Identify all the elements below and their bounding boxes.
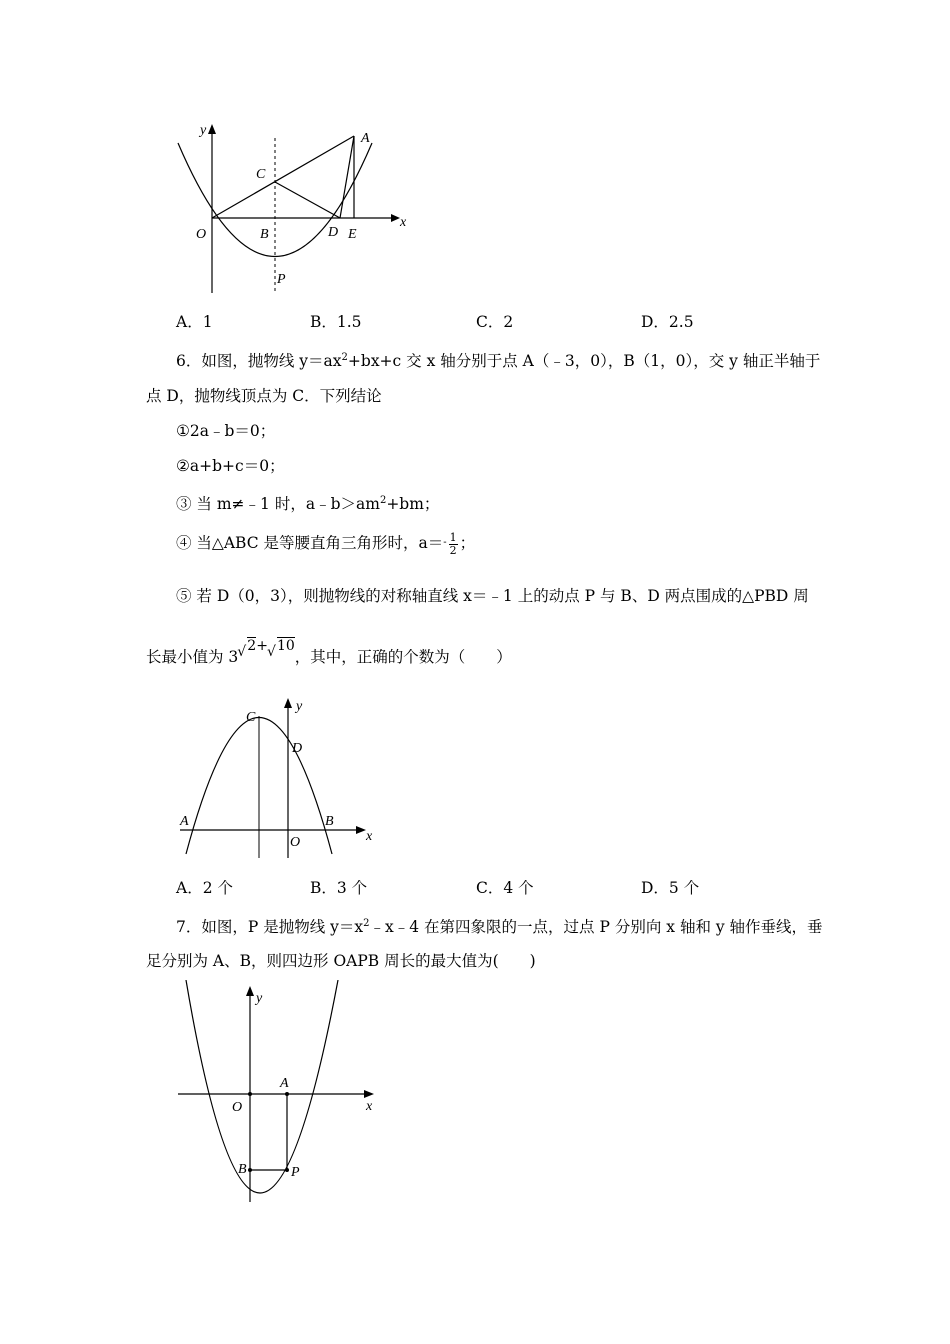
q6-option-a: A．2 个 <box>176 879 233 897</box>
fraction-one-half <box>449 532 458 557</box>
figure-3 <box>170 980 390 1206</box>
q6-line-1-post: +bx+c 交 x 轴分别于点 A（﹣3，0），B（1，0），交 y 轴正半轴于 <box>347 352 821 371</box>
q6-option-c: C．4 个 <box>476 879 534 897</box>
q6-line-1-sup: 2 <box>341 352 348 363</box>
fraction-numerator: 1 <box>449 530 457 544</box>
q5-option-d: D．2.5 <box>641 313 694 331</box>
q6-statement-4-post: ； <box>459 534 476 552</box>
fig2-label-C: C <box>246 710 256 725</box>
figure-1 <box>170 118 420 298</box>
fig1-label-P: P <box>277 272 286 287</box>
sqrt-10-value: 10 <box>276 638 295 654</box>
q6-statement-3-pre: ③ 当 m≠﹣1 时，a﹣b＞am <box>176 495 380 514</box>
fig1-label-A: A <box>361 131 370 146</box>
q6-line-6 <box>146 640 512 675</box>
q6-statement-1: ①2a﹣b＝0； <box>176 422 276 440</box>
fraction-denominator: 2 <box>449 543 457 557</box>
fig3-label-x: x <box>366 1099 373 1114</box>
q6-line-2: 点 D，抛物线顶点为 C．下列结论 <box>146 387 382 405</box>
sqrt-sign-icon: √ <box>237 644 247 660</box>
fig1-label-O: O <box>196 227 207 242</box>
fig1-label-E: E <box>348 227 357 242</box>
fig2-label-y: y <box>296 699 303 714</box>
figure-2 <box>170 694 390 864</box>
sqrt-sign-icon: √ <box>266 644 276 660</box>
q6-statement-3 <box>176 491 439 514</box>
fig2-label-D: D <box>292 741 303 756</box>
fig2-label-O: O <box>290 835 301 850</box>
fig2-label-x: x <box>366 829 373 844</box>
fig3-label-O: O <box>232 1100 243 1115</box>
plus-sign: + <box>256 638 268 654</box>
q6-statement-4-pre: ④ 当△ABC 是等腰直角三角形时，a＝ <box>176 534 444 552</box>
q6-line-6-post: ，其中，正确的个数为（ ） <box>294 648 512 666</box>
fig1-label-C: C <box>256 167 266 182</box>
fig3-label-P: P <box>291 1165 300 1180</box>
q6-statement-5: ⑤ 若 D（0，3），则抛物线的对称轴直线 x＝﹣1 上的动点 P 与 B、D 两点围成的△PBD 周 <box>176 587 809 605</box>
q6-option-d: D．5 个 <box>641 879 700 897</box>
fig2-label-B: B <box>325 814 334 829</box>
q6-line-1 <box>176 348 820 371</box>
q6-statement-3-sup: 2 <box>379 495 387 506</box>
fig1-label-y: y <box>200 123 207 138</box>
sqrt-10 <box>266 637 295 660</box>
sqrt-2-value: 2 <box>247 638 257 654</box>
q6-option-b: B．3 个 <box>310 879 368 897</box>
q7-line-1-post: ﹣x﹣4 在第四象限的一点，过点 P 分别向 x 轴和 y 轴作垂线，垂 <box>369 918 823 937</box>
fig1-label-B: B <box>260 227 269 242</box>
q6-statement-3-post: +bm； <box>386 495 440 514</box>
q7-line-2: 足分别为 A、B，则四边形 OAPB 周长的最大值为( ) <box>146 952 536 970</box>
fig3-label-B: B <box>238 1162 247 1177</box>
fig3-label-A: A <box>280 1076 289 1091</box>
q7-line-1-pre: 7．如图，P 是抛物线 y＝x <box>176 918 364 937</box>
q7-line-1 <box>176 914 823 937</box>
fig1-label-D: D <box>328 225 339 240</box>
fig2-label-A: A <box>180 814 189 829</box>
radical-expression <box>238 629 294 663</box>
fig1-label-x: x <box>400 215 407 230</box>
q6-line-6-pre: 长最小值为 3 <box>146 648 239 666</box>
q5-option-c: C．2 <box>476 313 514 331</box>
q6-statement-2: ②a+b+c＝0； <box>176 457 285 475</box>
q5-option-a: A．1 <box>176 313 213 331</box>
fig3-label-y: y <box>256 991 263 1006</box>
q6-line-1-pre: 6．如图，抛物线 y＝ax <box>176 352 342 371</box>
q7-line-1-sup: 2 <box>363 918 370 929</box>
q5-option-b: B．1.5 <box>310 313 362 331</box>
q6-statement-4-sign: - <box>443 537 447 548</box>
sqrt-2 <box>237 637 257 660</box>
q6-statement-4 <box>176 530 475 557</box>
